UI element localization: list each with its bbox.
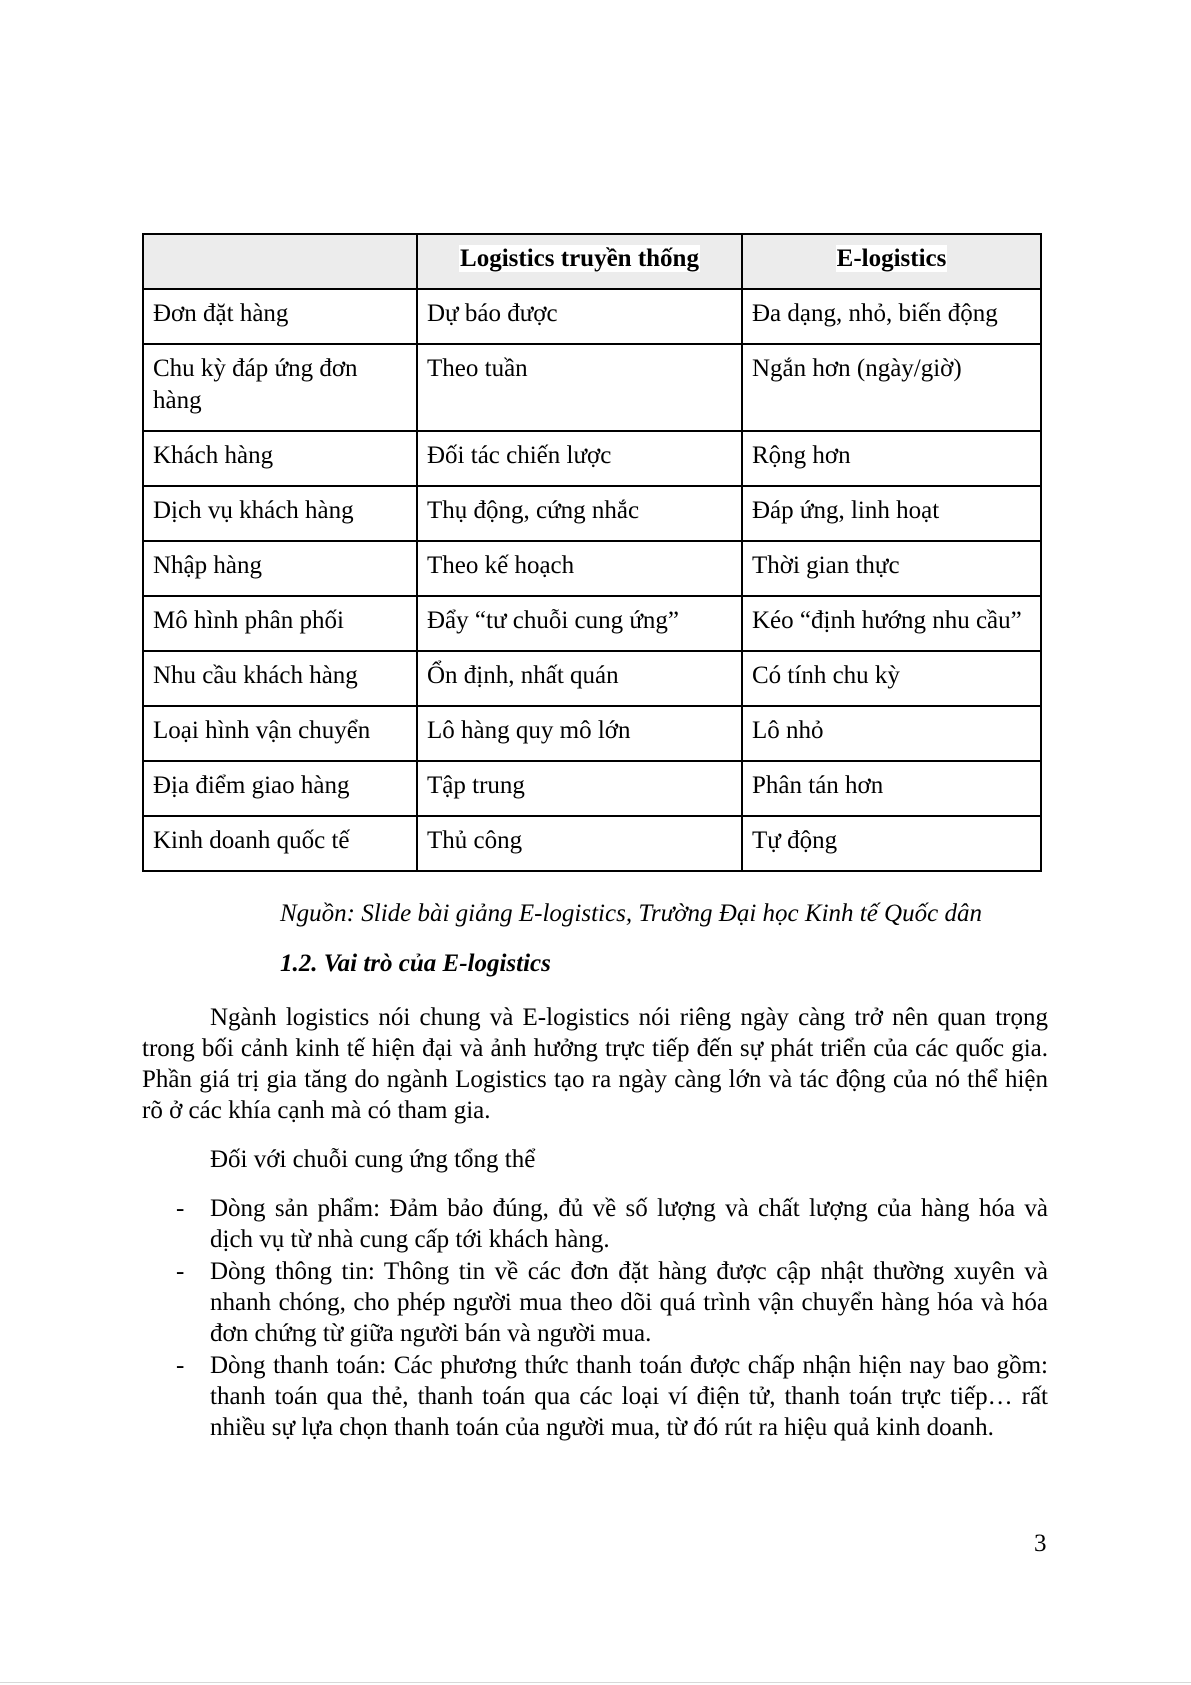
- header-cell-traditional: [417, 234, 742, 289]
- criterion-cell: Loại hình vận chuyển: [143, 706, 417, 761]
- page-number: 3: [1034, 1530, 1047, 1557]
- elogistics-cell: Có tính chu kỳ: [742, 651, 1041, 706]
- criterion-cell: Nhập hàng: [143, 541, 417, 596]
- list-item: [142, 1256, 1048, 1349]
- table-row: [143, 651, 1041, 706]
- traditional-cell: Thụ động, cứng nhắc: [417, 486, 742, 541]
- header-cell-elogistics: [742, 234, 1041, 289]
- list-item-text: Dòng sản phẩm: Đảm bảo đúng, đủ về số lượng và chất lượng của hàng hóa và dịch vụ từ nhà cung cấp tới khách hàng.: [210, 1195, 1048, 1253]
- bullet-dash: -: [176, 1352, 185, 1379]
- table-source-note: Nguồn: Slide bài giảng E-logistics, Trường Đại học Kinh tế Quốc dân: [280, 900, 982, 927]
- bullet-dash: -: [176, 1195, 185, 1222]
- list-item-text: Dòng thông tin: Thông tin về các đơn đặt hàng được cập nhật thường xuyên và nhanh chóng, cho phép người mua theo dõi quá trình vận chuyển hàng hóa và hóa đơn chứng từ giữa người bán và người mua.: [210, 1258, 1048, 1347]
- header-cell-empty: [143, 234, 417, 289]
- elogistics-cell: Ngắn hơn (ngày/giờ): [742, 344, 1041, 431]
- header-traditional-label: Logistics truyền thống: [460, 245, 699, 272]
- traditional-cell: Thủ công: [417, 816, 742, 871]
- criterion-cell: Địa điểm giao hàng: [143, 761, 417, 816]
- comparison-table: [142, 233, 1042, 872]
- elogistics-cell: Đa dạng, nhỏ, biến động: [742, 289, 1041, 344]
- criterion-cell: Nhu cầu khách hàng: [143, 651, 417, 706]
- bottom-divider: [0, 1682, 1191, 1683]
- list-item: [142, 1193, 1048, 1255]
- table-row: [143, 816, 1041, 871]
- table-row: [143, 761, 1041, 816]
- bullet-dash: -: [176, 1258, 185, 1285]
- criterion-cell: Khách hàng: [143, 431, 417, 486]
- criterion-cell: Chu kỳ đáp ứng đơn hàng: [143, 344, 417, 431]
- table-header-row: [143, 234, 1041, 289]
- criterion-cell: Mô hình phân phối: [143, 596, 417, 651]
- list-item-text: Dòng thanh toán: Các phương thức thanh toán được chấp nhận hiện nay bao gồm: thanh toán qua thẻ, thanh toán qua các loại ví điện tử, thanh toán trực tiếp… rất nhiều sự lựa chọn thanh toán của người mua, từ đó rút ra hiệu quả kinh doanh.: [210, 1352, 1048, 1441]
- flow-list: [142, 1193, 1048, 1444]
- traditional-cell: Đối tác chiến lược: [417, 431, 742, 486]
- traditional-cell: Theo tuần: [417, 344, 742, 431]
- body-paragraph: Ngành logistics nói chung và E-logistics nói riêng ngày càng trở nên quan trọng trong bối cảnh kinh tế hiện đại và ảnh hưởng trực tiếp đến sự phát triển của các quốc gia. Phần giá trị gia tăng do ngành Logistics tạo ra ngày càng lớn và tác động của nó thể hiện rõ ở các khía cạnh mà có tham gia.: [142, 1004, 1048, 1124]
- elogistics-cell: Lô nhỏ: [742, 706, 1041, 761]
- traditional-cell: Lô hàng quy mô lớn: [417, 706, 742, 761]
- elogistics-cell: Tự động: [742, 816, 1041, 871]
- table-row: [143, 289, 1041, 344]
- table-row: [143, 596, 1041, 651]
- table-row: [143, 431, 1041, 486]
- criterion-cell: Đơn đặt hàng: [143, 289, 417, 344]
- table-row: [143, 486, 1041, 541]
- table-row: [143, 706, 1041, 761]
- list-item: [142, 1350, 1048, 1443]
- traditional-cell: Theo kế hoạch: [417, 541, 742, 596]
- traditional-cell: Ổn định, nhất quán: [417, 651, 742, 706]
- traditional-cell: Dự báo được: [417, 289, 742, 344]
- criterion-cell: Kinh doanh quốc tế: [143, 816, 417, 871]
- elogistics-cell: Rộng hơn: [742, 431, 1041, 486]
- header-elogistics-label: E-logistics: [836, 245, 947, 272]
- traditional-cell: Đẩy “tư chuỗi cung ứng”: [417, 596, 742, 651]
- criterion-cell: Dịch vụ khách hàng: [143, 486, 417, 541]
- elogistics-cell: Phân tán hơn: [742, 761, 1041, 816]
- elogistics-cell: Kéo “định hướng nhu cầu”: [742, 596, 1041, 651]
- elogistics-cell: Đáp ứng, linh hoạt: [742, 486, 1041, 541]
- table-row: [143, 541, 1041, 596]
- section-heading: 1.2. Vai trò của E-logistics: [280, 950, 551, 977]
- table-row: [143, 344, 1041, 431]
- traditional-cell: Tập trung: [417, 761, 742, 816]
- elogistics-cell: Thời gian thực: [742, 541, 1041, 596]
- supply-chain-subheading: Đối với chuỗi cung ứng tổng thể: [210, 1146, 536, 1173]
